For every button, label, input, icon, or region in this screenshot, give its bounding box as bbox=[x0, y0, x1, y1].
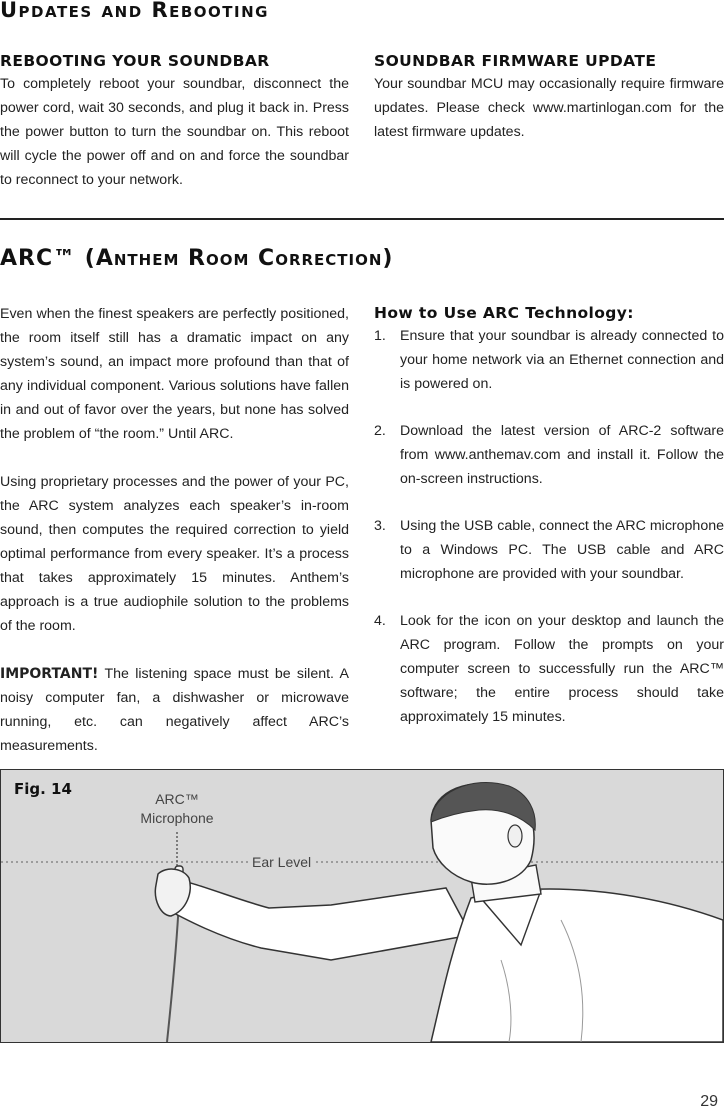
microphone-label-line1: ARC™ bbox=[155, 791, 199, 807]
mic-cable bbox=[167, 900, 179, 1042]
rebooting-column bbox=[0, 52, 349, 192]
step-number: 2. bbox=[374, 423, 386, 439]
rebooting-text: To completely reboot your soundbar, disconnect the power cord, wait 30 seconds, and plug it back in. Press the power button to turn the soundbar on. This reboot will cycle the power off and on and force the soundbar to reconnect to your network. bbox=[0, 76, 349, 188]
rebooting-heading: REBOOTING YOUR SOUNDBAR bbox=[0, 52, 270, 70]
important-text: The listening space must be silent. A noisy computer fan, a dishwasher or microwave running, etc. can negatively affect ARC’s measurements. bbox=[0, 666, 349, 754]
important-note bbox=[0, 662, 349, 758]
firmware-heading: SOUNDBAR FIRMWARE UPDATE bbox=[374, 52, 657, 70]
arc-paragraph-2: Using proprietary processes and the power of your PC, the ARC system analyzes each speaker’s in-room sound, then computes the required correction to yield optimal performance from every speaker. It’s a process that takes approximately 15 minutes. Anthem’s approach is a true audiophile solution to the problems of the room. bbox=[0, 474, 349, 634]
section-divider bbox=[0, 218, 724, 220]
howto-heading: How to Use ARC Technology: bbox=[374, 304, 634, 322]
step-item bbox=[374, 324, 724, 396]
arc-paragraph-1: Even when the finest speakers are perfectly positioned, the room itself still has a dramatic impact on any system’s sound, an impact more profound than that of any individual component. Various solutions have fallen in and out of favor over the years, but none has solved the problem of “the room.” Until ARC. bbox=[0, 306, 349, 442]
arc-measurement-illustration bbox=[1, 770, 723, 1042]
step-text: Download the latest version of ARC-2 software from www.anthemav.com and install it. Follow the on-screen instructions. bbox=[400, 423, 724, 487]
step-text: Look for the icon on your desktop and launch the ARC program. Follow the prompts on your computer screen to successfully run the ARC™ software; the entire process should take approximately 15 minutes. bbox=[400, 613, 724, 725]
step-text: Ensure that your soundbar is already connected to your home network via an Ethernet connection and is powered on. bbox=[400, 328, 724, 392]
step-item bbox=[374, 514, 724, 586]
firmware-column bbox=[374, 52, 724, 144]
section-title-updates: Updates and Rebooting bbox=[0, 0, 269, 22]
ear-level-label: Ear Level bbox=[249, 854, 314, 870]
step-number: 3. bbox=[374, 518, 386, 534]
step-item bbox=[374, 609, 724, 729]
step-item bbox=[374, 419, 724, 491]
section-title-arc: ARC™ (Anthem Room Correction) bbox=[0, 246, 394, 271]
figure-label: Fig. 14 bbox=[14, 780, 72, 798]
firmware-text: Your soundbar MCU may occasionally require firmware updates. Please check www.martinlogan.com for the latest firmware updates. bbox=[374, 76, 724, 140]
howto-steps bbox=[374, 324, 724, 729]
step-number: 4. bbox=[374, 613, 386, 629]
outstretched-arm bbox=[159, 878, 471, 960]
page-number: 29 bbox=[700, 1093, 718, 1110]
arc-intro-column bbox=[0, 302, 349, 758]
microphone-label bbox=[121, 790, 233, 828]
important-label: IMPORTANT! bbox=[0, 666, 99, 682]
microphone-label-line2: Microphone bbox=[140, 810, 214, 826]
step-text: Using the USB cable, connect the ARC microphone to a Windows PC. The USB cable and ARC microphone are provided with your soundbar. bbox=[400, 518, 724, 582]
figure-14 bbox=[0, 769, 724, 1043]
step-number: 1. bbox=[374, 328, 386, 344]
howto-column bbox=[374, 304, 724, 752]
ear bbox=[508, 825, 522, 847]
